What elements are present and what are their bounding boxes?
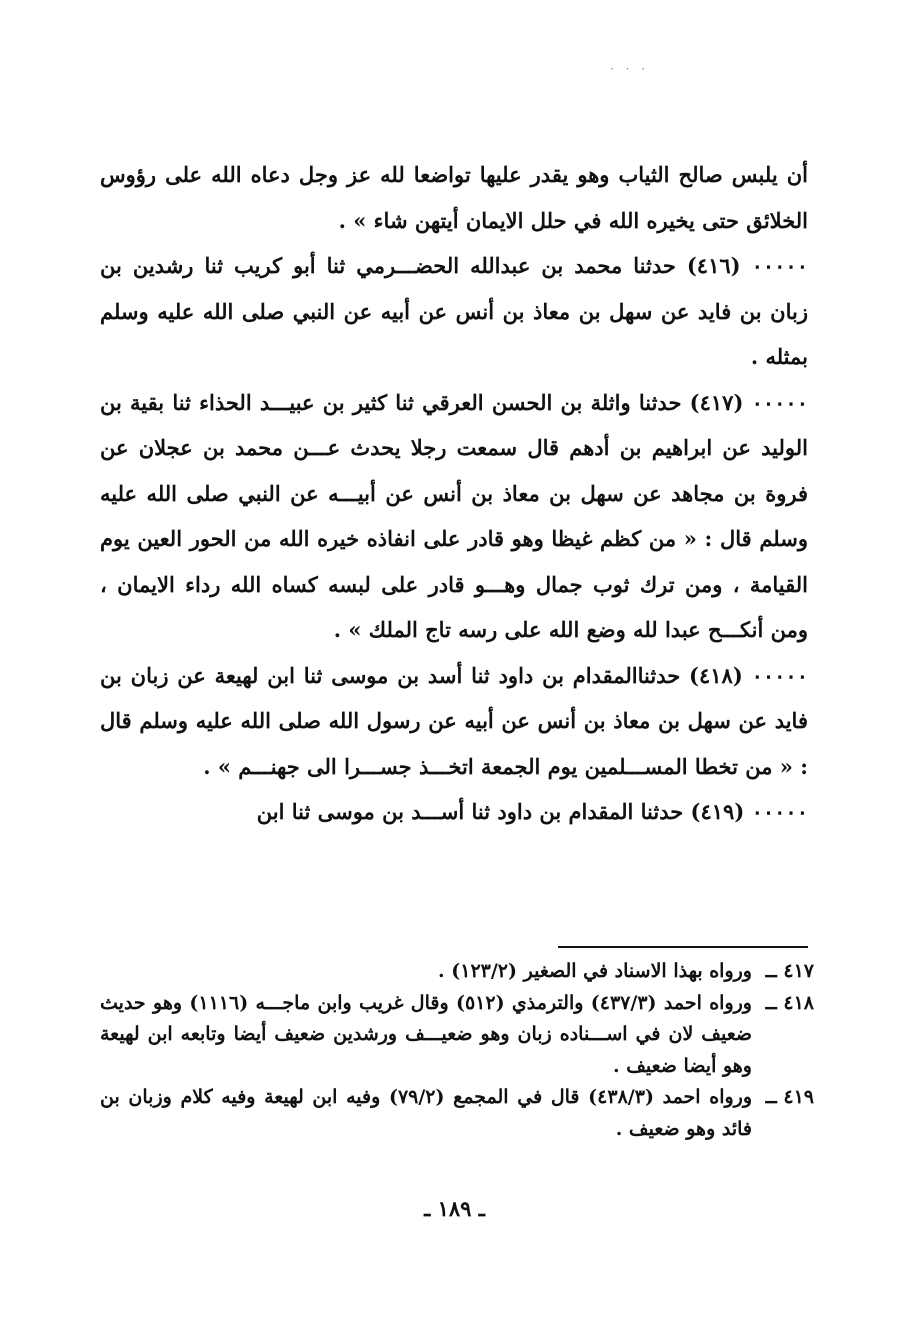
paragraph-hadith-419: ٠٠٠٠٠ (٤١٩) حدثنا المقدام بن داود ثنا أســـد بن موسى ثنا ابن bbox=[256, 799, 808, 824]
scan-smudge: · · · bbox=[610, 62, 650, 76]
footnote-417 bbox=[100, 956, 814, 988]
paragraph-hadith-416: ٠٠٠٠٠ (٤١٦) حدثنا محمد بن عبدالله الحضـــرمي ثنا أبو كريب ثنا رشدين بن زبان بن فايد عن سهل بن معاذ بن أنس عن أبيه عن النبي صلى الله عليه وسلم بمثله . bbox=[100, 253, 808, 369]
footnote-text: ورواه احمد (٤٣٨/٣) قال في المجمع (٧٩/٢) وفيه ابن لهيعة وفيه كلام وزبان بن فائد وهو ضعيف . bbox=[100, 1086, 752, 1140]
footnote-text: ورواه بهذا الاسناد في الصغير (١٢٣/٢) . bbox=[438, 960, 752, 982]
footnote-number: ٤١٧ ــ bbox=[765, 960, 814, 982]
main-text bbox=[100, 152, 808, 835]
paragraph-continuation: أن يلبس صالح الثياب وهو يقدر عليها تواضعا لله عز وجل دعاه الله على رؤوس الخلائق حتى يخيره الله في حلل الايمان أيتهن شاء » . bbox=[100, 162, 808, 233]
page-number: ـ ١٨٩ ـ bbox=[424, 1196, 485, 1221]
footnote-text: ورواه احمد (٤٣٧/٣) والترمذي (٥١٢) وقال غريب وابن ماجـــه (١١١٦) وهو حديث ضعيف لان في اســـناده زبان وهو ضعيـــف ورشدين ضعيف أيضا وتابعه ابن لهيعة وهو أيضا ضعيف . bbox=[100, 991, 752, 1077]
paragraph-hadith-417: ٠٠٠٠٠ (٤١٧) حدثنا واثلة بن الحسن العرقي ثنا كثير بن عبيـــد الحذاء ثنا بقية بن الوليد عن ابراهيم بن أدهم قال سمعت رجلا يحدث عـــن محمد بن عجلان عن فروة بن مجاهد عن سهل بن معاذ بن أنس عن أبيـــه عن النبي صلى الله عليه وسلم قال : « من كظم غيظا وهو قادر على انفاذه خيره الله من الحور العين يوم القيامة ، ومن ترك ثوب جمال وهـــو قادر على لبسه كساه الله رداء الايمان ، ومن أنكـــح عبدا لله وضع الله على رسه تاج الملك » . bbox=[100, 389, 808, 642]
footnote-divider bbox=[558, 946, 808, 948]
footnote-number: ٤١٨ ــ bbox=[765, 991, 814, 1014]
footnote-number: ٤١٩ ــ bbox=[765, 1086, 814, 1108]
footnotes bbox=[100, 956, 814, 1145]
paragraph-hadith-418: ٠٠٠٠٠ (٤١٨) حدثناالمقدام بن داود ثنا أسد بن موسى ثنا ابن لهيعة عن زبان بن فايد عن سهل بن معاذ بن أنس عن أبيه عن رسول الله صلى الله عليه وسلم قال : « من تخطا المســـلمين يوم الجمعة اتخـــذ جســـرا الى جهنـــم » . bbox=[100, 662, 808, 779]
footnote-419 bbox=[100, 1082, 814, 1145]
footnote-418 bbox=[100, 988, 814, 1083]
